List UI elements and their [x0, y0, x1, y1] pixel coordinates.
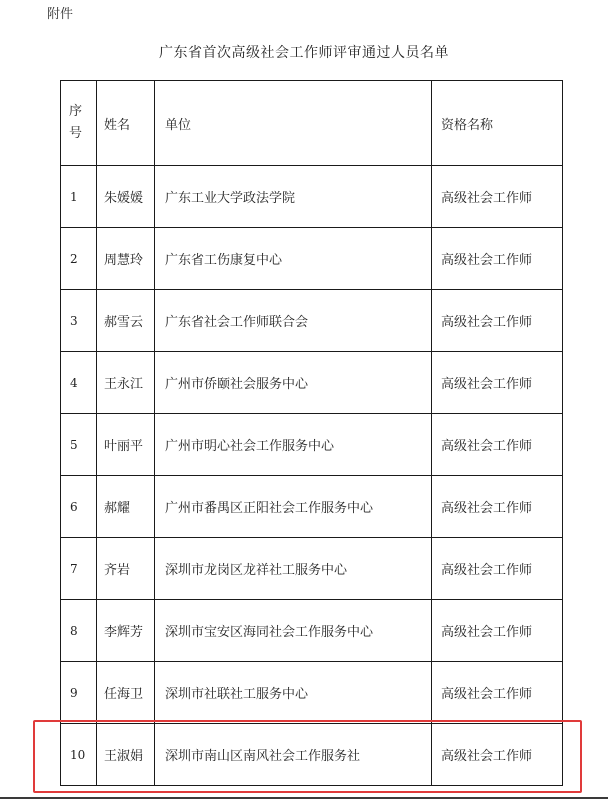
cell-qualification: 高级社会工作师 [432, 166, 563, 228]
table-row [61, 414, 563, 476]
table-header-row [61, 81, 563, 166]
cell-qualification: 高级社会工作师 [432, 228, 563, 290]
cell-seq-number: 9 [61, 662, 97, 724]
cell-qualification: 高级社会工作师 [432, 662, 563, 724]
cell-seq-number: 3 [61, 290, 97, 352]
cell-person-name: 王永江 [97, 352, 155, 414]
cell-person-name: 李辉芳 [97, 600, 155, 662]
cell-seq-number: 4 [61, 352, 97, 414]
cell-organization: 深圳市南山区南风社会工作服务社 [155, 724, 432, 786]
table-row [61, 228, 563, 290]
cell-seq-number: 2 [61, 228, 97, 290]
cell-organization: 广东工业大学政法学院 [155, 166, 432, 228]
cell-qualification: 高级社会工作师 [432, 724, 563, 786]
cell-organization: 广东省工伤康复中心 [155, 228, 432, 290]
header-name: 姓名 [97, 81, 155, 166]
header-seq-line1: 序 [69, 104, 83, 119]
cell-seq-number: 5 [61, 414, 97, 476]
cell-seq-number: 10 [61, 724, 97, 786]
cell-qualification: 高级社会工作师 [432, 414, 563, 476]
table-row [61, 352, 563, 414]
header-seq [61, 81, 97, 166]
attachment-label: 附件 [47, 7, 74, 22]
cell-seq-number: 8 [61, 600, 97, 662]
cell-person-name: 王淑娟 [97, 724, 155, 786]
cell-seq-number: 1 [61, 166, 97, 228]
cell-qualification: 高级社会工作师 [432, 290, 563, 352]
cell-organization: 深圳市宝安区海同社会工作服务中心 [155, 600, 432, 662]
cell-person-name: 郝雪云 [97, 290, 155, 352]
header-qualification: 资格名称 [432, 81, 563, 166]
cell-person-name: 叶丽平 [97, 414, 155, 476]
cell-organization: 深圳市龙岗区龙祥社工服务中心 [155, 538, 432, 600]
cell-seq-number: 6 [61, 476, 97, 538]
cell-organization: 广州市番禺区正阳社会工作服务中心 [155, 476, 432, 538]
header-seq-line2: 号 [69, 126, 83, 141]
table-row [61, 538, 563, 600]
document-title: 广东省首次高级社会工作师评审通过人员名单 [159, 45, 449, 61]
table-row [61, 662, 563, 724]
cell-person-name: 郝耀 [97, 476, 155, 538]
cell-qualification: 高级社会工作师 [432, 600, 563, 662]
cell-qualification: 高级社会工作师 [432, 538, 563, 600]
cell-person-name: 朱媛媛 [97, 166, 155, 228]
cell-qualification: 高级社会工作师 [432, 476, 563, 538]
table-row [61, 724, 563, 786]
table-row [61, 166, 563, 228]
table-row [61, 600, 563, 662]
cell-person-name: 齐岩 [97, 538, 155, 600]
cell-organization: 深圳市社联社工服务中心 [155, 662, 432, 724]
cell-organization: 广州市侨颐社会服务中心 [155, 352, 432, 414]
cell-organization: 广州市明心社会工作服务中心 [155, 414, 432, 476]
personnel-table [60, 80, 563, 786]
cell-person-name: 任海卫 [97, 662, 155, 724]
cell-seq-number: 7 [61, 538, 97, 600]
header-unit: 单位 [155, 81, 432, 166]
table-row [61, 476, 563, 538]
cell-organization: 广东省社会工作师联合会 [155, 290, 432, 352]
cell-person-name: 周慧玲 [97, 228, 155, 290]
table-row [61, 290, 563, 352]
cell-qualification: 高级社会工作师 [432, 352, 563, 414]
